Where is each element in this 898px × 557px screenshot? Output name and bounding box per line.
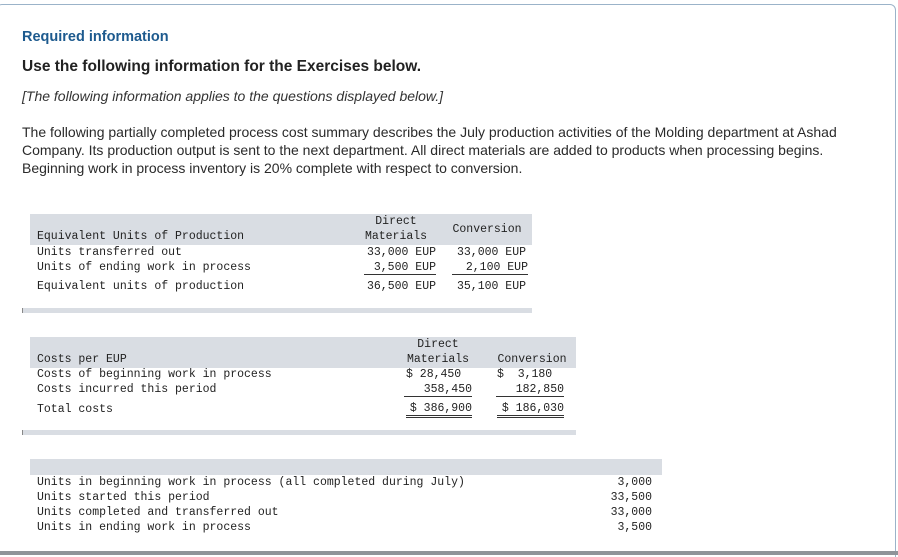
costs-table-title: Costs per EUP	[37, 353, 127, 366]
units-row-label: Units started this period	[37, 491, 210, 504]
costs-table	[30, 337, 576, 423]
costs-col-dm-line1: Direct	[417, 338, 459, 351]
costs-row-conv: $ 3,180	[497, 368, 553, 381]
costs-row-dm: 358,450	[404, 383, 472, 397]
eup-row-dm: 36,500 EUP	[366, 280, 436, 293]
costs-row-label: Total costs	[37, 403, 113, 416]
costs-row-dm: $ 386,900	[406, 402, 472, 418]
costs-col-dm-line2: Materials	[406, 353, 470, 366]
costs-row-conv: $ 186,030	[497, 402, 564, 418]
units-row-value: 3,000	[617, 476, 652, 489]
units-row-label: Units completed and transferred out	[37, 506, 279, 519]
units-row-value: 33,500	[610, 491, 652, 504]
eup-row-label: Equivalent units of production	[37, 280, 245, 293]
eup-col-dm-line1: Direct	[375, 215, 417, 228]
table-separator	[22, 430, 576, 435]
units-table	[30, 459, 662, 539]
costs-row-dm: $ 28,450	[406, 368, 462, 381]
costs-row-label: Costs of beginning work in process	[37, 368, 272, 381]
units-row-label: Units in beginning work in process (all completed during July)	[37, 476, 465, 489]
eup-row-label: Units of ending work in process	[37, 261, 251, 274]
intro-paragraph: The following partially completed process cost summary describes the July production activities of the Molding department at Ashad Company. Its production output is sent to the next department. All direct materials are added to products when processing begins. Beginning work in process inventory is 20% complete with respect to conversion.	[22, 124, 837, 176]
table-separator	[22, 308, 532, 313]
eup-row-conv: 2,100 EUP	[452, 261, 528, 275]
units-row-value: 3,500	[617, 521, 652, 534]
required-information-heading: Required information	[22, 29, 169, 45]
eup-row-label: Units transferred out	[37, 246, 182, 259]
eup-col-conversion: Conversion	[452, 223, 522, 236]
units-row-label: Units in ending work in process	[37, 521, 251, 534]
costs-col-conversion: Conversion	[497, 353, 567, 366]
eup-row-conv: 33,000 EUP	[456, 246, 526, 259]
applies-note: [The following information applies to the questions displayed below.]	[22, 88, 444, 104]
equivalent-units-table	[30, 214, 532, 298]
costs-row-label: Costs incurred this period	[37, 383, 217, 396]
costs-row-conv: 182,850	[496, 383, 564, 397]
units-row-value: 33,000	[610, 506, 652, 519]
use-following-heading: Use the following information for the Exercises below.	[22, 58, 422, 75]
eup-row-dm: 33,000 EUP	[366, 246, 436, 259]
eup-table-title: Equivalent Units of Production	[37, 230, 245, 243]
bottom-divider	[0, 551, 898, 555]
eup-col-dm-line2: Materials	[364, 230, 428, 243]
eup-row-conv: 35,100 EUP	[456, 280, 526, 293]
eup-row-dm: 3,500 EUP	[364, 261, 436, 275]
